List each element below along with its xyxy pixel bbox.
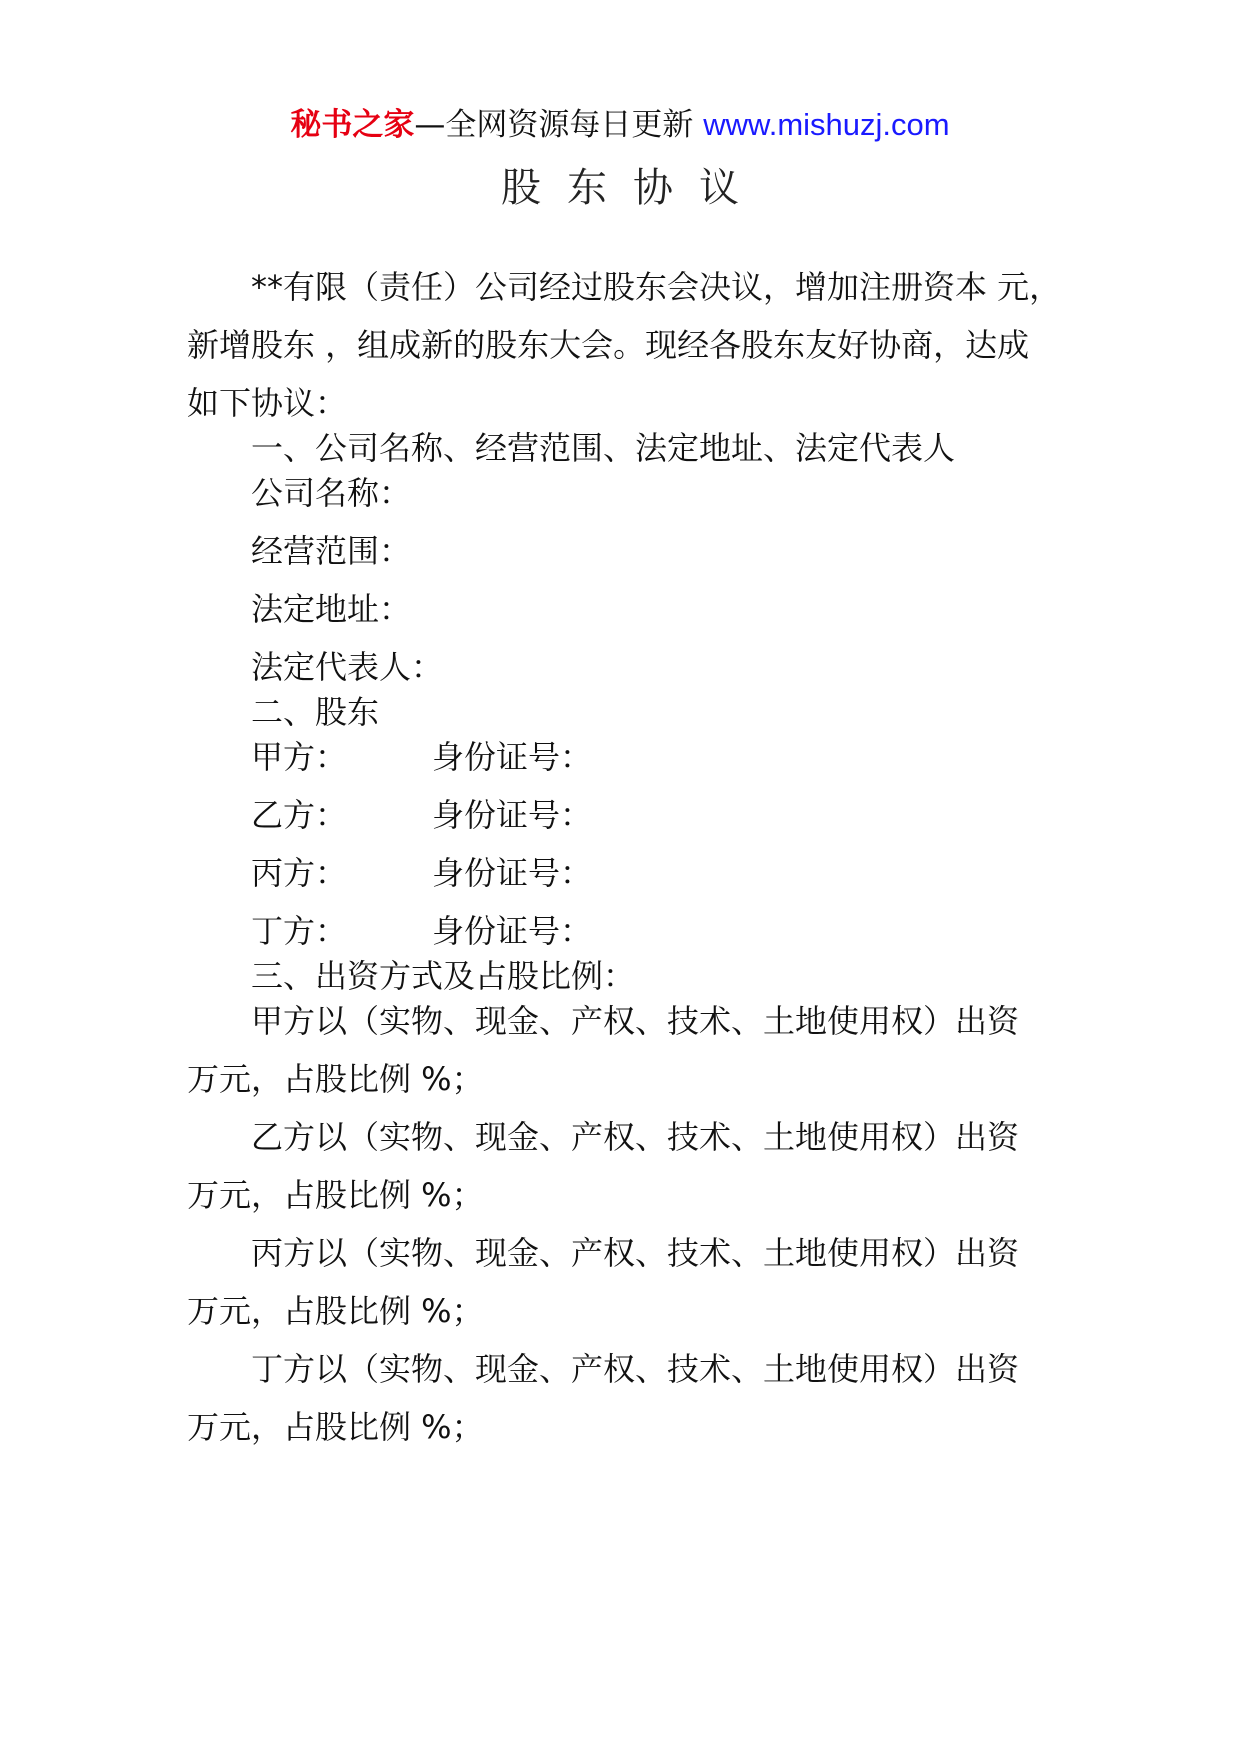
- party-b-id-label: 身份证号：: [432, 796, 593, 834]
- document-title: 股东协议: [501, 165, 765, 211]
- party-a-label: 甲方：: [251, 738, 348, 776]
- intro-line-3: 如下协议：: [187, 384, 348, 422]
- party-c-id-label: 身份证号：: [432, 854, 593, 892]
- business-scope-label: 经营范围：: [251, 532, 412, 570]
- site-header: [0, 100, 1240, 150]
- party-a-id-label: 身份证号：: [432, 738, 593, 776]
- section-1-heading: 一、公司名称、经营范围、法定地址、法定代表人: [251, 429, 956, 467]
- contribution-c-line-1: 丙方以（实物、现金、产权、技术、土地使用权）出资: [251, 1234, 1020, 1272]
- contribution-a-line-1: 甲方以（实物、现金、产权、技术、土地使用权）出资: [251, 1002, 1020, 1040]
- party-d-label: 丁方：: [251, 912, 348, 950]
- contribution-b-line-2: 万元，占股比例 %；: [187, 1176, 484, 1214]
- site-url-link[interactable]: www.mishuzj.com: [703, 107, 950, 142]
- company-name-label: 公司名称：: [251, 474, 412, 512]
- intro-line-2: 新增股东 ，组成新的股东大会。现经各股东友好协商，达成: [187, 326, 1030, 364]
- brand-name: 秘书之家: [290, 107, 415, 143]
- legal-address-label: 法定地址：: [251, 590, 412, 628]
- party-b-label: 乙方：: [251, 796, 348, 834]
- contribution-b-line-1: 乙方以（实物、现金、产权、技术、土地使用权）出资: [251, 1118, 1020, 1156]
- party-d-id-label: 身份证号：: [432, 912, 593, 950]
- party-c-label: 丙方：: [251, 854, 348, 892]
- legal-rep-label: 法定代表人：: [251, 648, 444, 686]
- contribution-c-line-2: 万元，占股比例 %；: [187, 1292, 484, 1330]
- intro-line-1: **有限（责任）公司经过股东会决议，增加注册资本 元，: [251, 268, 1062, 306]
- header-slogan: —全网资源每日更新: [414, 107, 694, 143]
- contribution-d-line-1: 丁方以（实物、现金、产权、技术、土地使用权）出资: [251, 1350, 1020, 1388]
- contribution-a-line-2: 万元，占股比例 %；: [187, 1060, 484, 1098]
- section-2-heading: 二、股东: [251, 693, 380, 731]
- contribution-d-line-2: 万元，占股比例 %；: [187, 1408, 484, 1446]
- section-3-heading: 三、出资方式及占股比例：: [251, 957, 636, 995]
